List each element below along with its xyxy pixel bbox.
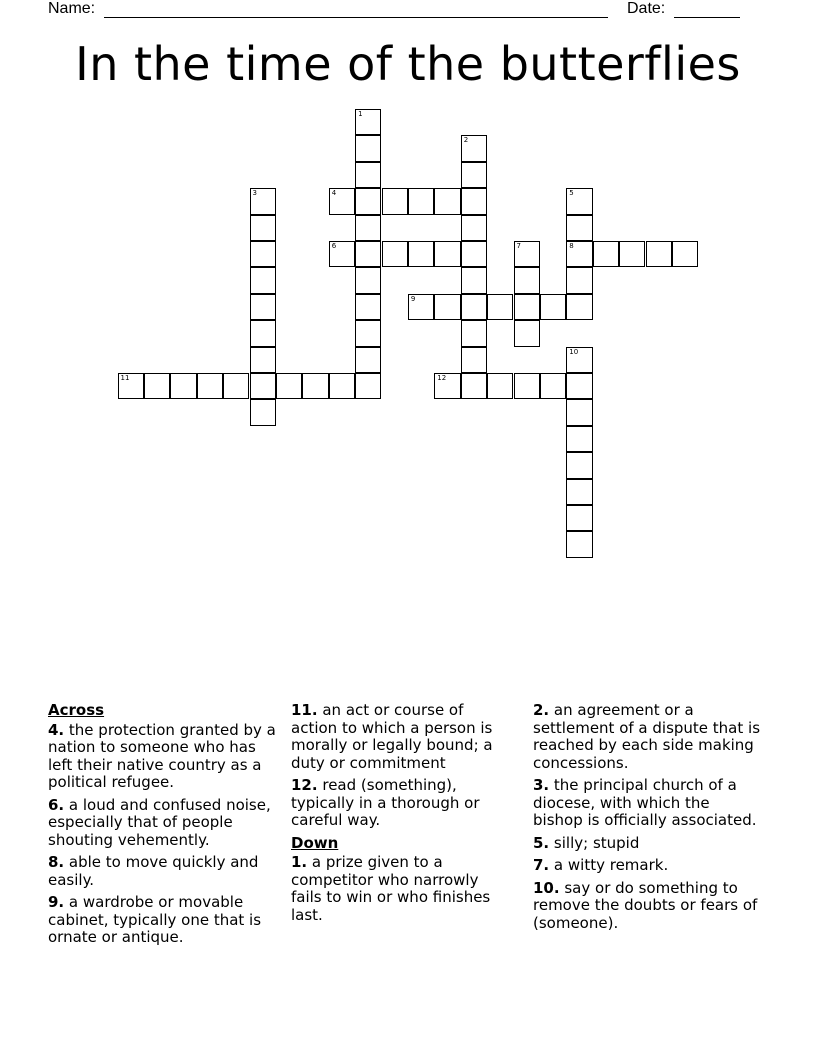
clue-down-2 xyxy=(533,702,763,772)
crossword-cell[interactable] xyxy=(250,320,276,346)
clue-text: an act or course of action to which a person is morally or legally bound; a duty or commitment xyxy=(291,701,493,772)
crossword-cell[interactable] xyxy=(355,294,381,320)
crossword-cell[interactable] xyxy=(514,241,540,267)
crossword-cell[interactable] xyxy=(382,188,408,214)
crossword-cell[interactable] xyxy=(250,188,276,214)
crossword-cell[interactable] xyxy=(461,267,487,293)
cell-number: 2 xyxy=(463,136,469,145)
page-title: In the time of the butterflies xyxy=(75,37,741,91)
crossword-cell[interactable] xyxy=(250,241,276,267)
crossword-cell[interactable] xyxy=(672,241,698,267)
clue-text: silly; stupid xyxy=(553,833,640,852)
crossword-cell[interactable] xyxy=(566,479,592,505)
crossword-cell[interactable] xyxy=(329,241,355,267)
across-heading: Across xyxy=(48,701,105,719)
cell-number: 9 xyxy=(410,294,416,303)
crossword-cell[interactable] xyxy=(355,373,381,399)
crossword-cell[interactable] xyxy=(566,426,592,452)
cell-number: 6 xyxy=(331,242,337,250)
crossword-cell[interactable] xyxy=(566,267,592,293)
crossword-cell[interactable] xyxy=(250,373,276,399)
clue-number: 11. xyxy=(291,701,318,719)
crossword-cell[interactable] xyxy=(619,241,645,267)
crossword-cell[interactable] xyxy=(329,373,355,399)
clue-number: 10. xyxy=(533,878,560,897)
crossword-cell[interactable] xyxy=(461,215,487,241)
cell-number: 8 xyxy=(569,242,574,250)
clue-across-9 xyxy=(48,894,282,947)
clue-across-11 xyxy=(291,702,511,772)
crossword-cell[interactable] xyxy=(461,347,487,373)
crossword-cell[interactable] xyxy=(461,135,487,161)
clue-across-8 xyxy=(48,854,282,889)
cell-number: 10 xyxy=(569,347,579,356)
crossword-cell[interactable] xyxy=(250,347,276,373)
crossword-cell[interactable] xyxy=(593,241,619,267)
clue-down-1 xyxy=(291,854,511,924)
crossword-cell[interactable] xyxy=(276,373,302,399)
date-field-line[interactable] xyxy=(674,17,740,18)
crossword-cell[interactable] xyxy=(355,347,381,373)
clue-text: able to move quickly and easily. xyxy=(48,853,259,889)
crossword-cell[interactable] xyxy=(566,347,592,373)
crossword-cell[interactable] xyxy=(566,294,592,320)
clue-down-5 xyxy=(533,835,763,853)
crossword-cell[interactable] xyxy=(461,294,487,320)
cell-number: 5 xyxy=(569,189,574,198)
crossword-cell[interactable] xyxy=(461,241,487,267)
header xyxy=(48,0,768,20)
crossword-cell[interactable] xyxy=(355,162,381,188)
crossword-cell[interactable] xyxy=(382,241,408,267)
crossword-cell[interactable] xyxy=(434,188,460,214)
cell-number: 11 xyxy=(120,374,130,382)
crossword-cell[interactable] xyxy=(355,215,381,241)
crossword-cell[interactable] xyxy=(329,188,355,214)
crossword-cell[interactable] xyxy=(566,215,592,241)
clue-text: read (something), typically in a thorough or careful way. xyxy=(291,776,480,829)
crossword-cell[interactable] xyxy=(250,399,276,425)
clue-text: a witty remark. xyxy=(553,856,669,874)
clue-down-3 xyxy=(533,777,763,830)
crossword-cell[interactable] xyxy=(514,267,540,293)
crossword-cell[interactable] xyxy=(434,373,460,399)
crossword-cell[interactable] xyxy=(514,294,540,320)
crossword-cell[interactable] xyxy=(646,241,672,267)
clue-across-12 xyxy=(291,777,511,830)
crossword-cell[interactable] xyxy=(355,241,381,267)
crossword-cell[interactable] xyxy=(514,320,540,346)
crossword-cell[interactable] xyxy=(355,188,381,214)
clue-across-6 xyxy=(48,797,282,850)
cell-number: 7 xyxy=(516,242,521,250)
crossword-cell[interactable] xyxy=(566,505,592,531)
clue-number: 3. xyxy=(533,776,550,794)
clue-text: say or do something to remove the doubts or fears of (someone). xyxy=(533,878,758,932)
crossword-cell[interactable] xyxy=(540,373,566,399)
crossword-cell[interactable] xyxy=(566,399,592,425)
crossword-cell[interactable] xyxy=(461,188,487,214)
clue-across-4 xyxy=(48,722,282,792)
clue-text: a wardrobe or movable cabinet, typically one that is ornate or antique. xyxy=(48,893,262,946)
clue-text: a prize given to a competitor who narrowly fails to win or who finishes last. xyxy=(291,853,491,924)
clue-text: a loud and confused noise, especially that of people shouting vehemently. xyxy=(48,795,271,849)
crossword-cell[interactable] xyxy=(355,267,381,293)
clue-number: 8. xyxy=(48,853,65,871)
crossword-cell[interactable] xyxy=(250,294,276,320)
crossword-cell[interactable] xyxy=(566,241,592,267)
clue-number: 5. xyxy=(533,833,550,852)
crossword-cell[interactable] xyxy=(118,373,144,399)
crossword-cell[interactable] xyxy=(540,294,566,320)
clues-column-3 xyxy=(533,702,763,937)
crossword-cell[interactable] xyxy=(408,241,434,267)
clue-number: 4. xyxy=(48,720,65,739)
crossword-cell[interactable] xyxy=(566,452,592,478)
crossword-cell[interactable] xyxy=(197,373,223,399)
crossword-cell[interactable] xyxy=(355,109,381,135)
clue-number: 2. xyxy=(533,701,550,719)
crossword-cell[interactable] xyxy=(250,215,276,241)
clue-down-7 xyxy=(533,857,763,875)
crossword-cell[interactable] xyxy=(250,267,276,293)
down-heading: Down xyxy=(291,833,339,852)
clue-down-10 xyxy=(533,880,763,933)
crossword-cell[interactable] xyxy=(487,294,513,320)
crossword-cell[interactable] xyxy=(487,373,513,399)
crossword-cell[interactable] xyxy=(461,373,487,399)
crossword-cell[interactable] xyxy=(408,294,434,320)
clue-text: an agreement or a settlement of a dispute that is reached by each side making concessions. xyxy=(533,701,761,772)
crossword-cell[interactable] xyxy=(566,373,592,399)
cell-number: 1 xyxy=(358,110,363,118)
crossword-cell[interactable] xyxy=(223,373,249,399)
date-label: Date: xyxy=(627,0,666,17)
name-label: Name: xyxy=(48,0,96,17)
crossword-cell[interactable] xyxy=(355,135,381,161)
cell-number: 12 xyxy=(437,374,447,382)
crossword-cell[interactable] xyxy=(461,320,487,346)
clue-number: 12. xyxy=(291,776,318,794)
clues-column-1 xyxy=(48,702,282,952)
clues-column-2 xyxy=(291,702,511,929)
crossword-cell[interactable] xyxy=(514,373,540,399)
cell-number: 4 xyxy=(331,189,337,198)
clue-text: the protection granted by a nation to someone who has left their native country as a political refugee. xyxy=(48,720,276,791)
crossword-cell[interactable] xyxy=(170,373,196,399)
crossword-cell[interactable] xyxy=(566,531,592,557)
clue-number: 9. xyxy=(48,893,65,911)
clue-number: 7. xyxy=(533,856,550,874)
crossword-cell[interactable] xyxy=(408,188,434,214)
crossword-cell[interactable] xyxy=(434,294,460,320)
crossword-cell[interactable] xyxy=(355,320,381,346)
clue-number: 1. xyxy=(291,853,308,871)
cell-number: 3 xyxy=(252,189,257,198)
crossword-cell[interactable] xyxy=(434,241,460,267)
crossword-cell[interactable] xyxy=(144,373,170,399)
crossword-cell[interactable] xyxy=(461,162,487,188)
clue-number: 6. xyxy=(48,795,65,814)
crossword-cell[interactable] xyxy=(566,188,592,214)
clue-text: the principal church of a diocese, with which the bishop is officially associated. xyxy=(533,776,757,829)
name-field-line[interactable] xyxy=(104,17,608,18)
crossword-cell[interactable] xyxy=(302,373,328,399)
